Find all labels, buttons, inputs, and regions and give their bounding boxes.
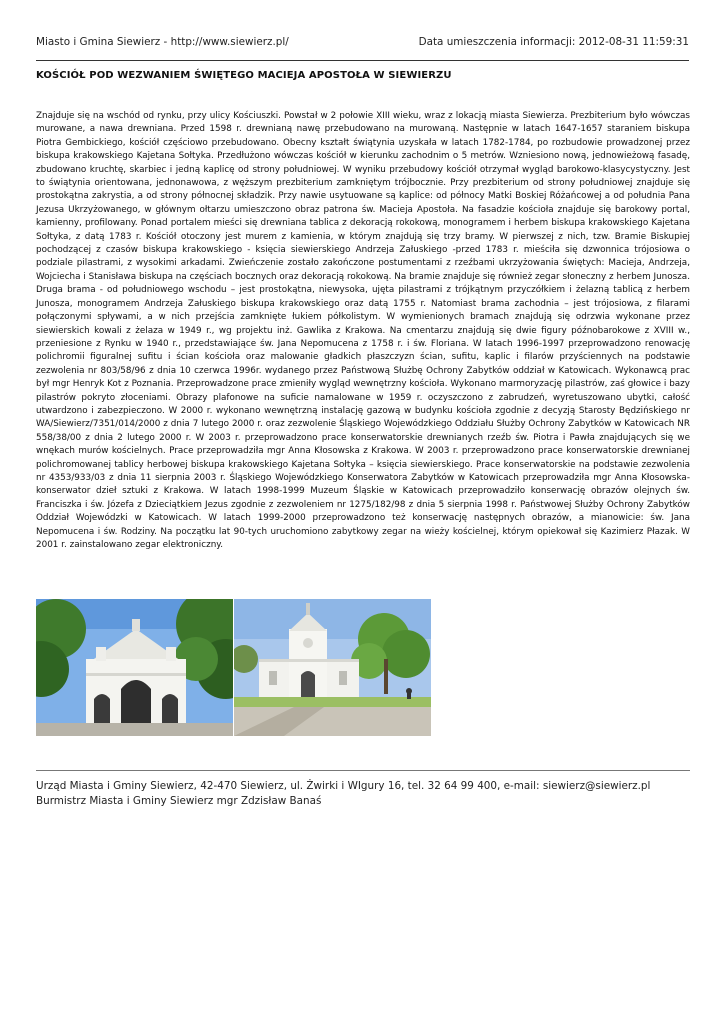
photo-church-facade-icon xyxy=(234,599,431,736)
church-gate-photo[interactable] xyxy=(36,599,233,736)
publication-date: Data umieszczenia informacji: 2012-08-31 11:59:31 xyxy=(418,36,689,48)
site-name: Miasto i Gmina Siewierz - http://www.siewierz.pl/ xyxy=(36,36,289,48)
page-footer xyxy=(36,779,650,809)
photo-church-gate-icon xyxy=(36,599,233,736)
page-header xyxy=(36,36,689,50)
article-body: Znajduje się na wschód od rynku, przy ulicy Kościuszki. Powstał w 2 połowie XIII wieku, wraz z lokacją miasta Siewierza. Prezbiterium było wówczas murowane, a nawa drewniana. Przed 1598 r. drewnianą nawę przebudowano na murowaną. Następnie w latach 1647-1657 staraniem biskupa Piotra Gembickiego, kościół częściowo przebudowano. Obecny kształt świątynia uzyskała w latach 1782-1784, po rozbudowie prowadzonej przez biskupa krakowskiego Kajetana Sołtyka. Przedłużono wówczas kościół w kierunku zachodnim o 5 metrów. Wzniesiono nową, jednowieżową fasadę, zbudowano kruchtę, skarbiec i jedną kaplicę od strony południowej. W wyniku przebudowy kościół otrzymał wygląd barokowo-klasycystyczny. Jest to świątynia orientowana, jednonawowa, z węższym prezbiterium zamkniętym trójbocznie. Przy prezbiterium od strony południowej znajduje się prostokątna zakrystia, a od strony północnej składzik. Przy nawie usytuowane są kaplice: od północy Matki Boskiej Różańcowej a od południa Pana Jezusa Ukrzyżowanego, w głównym ołtarzu umieszczono obraz patrona św. Macieja Apostoła. Na fasadzie kościoła znajduje się barokowy portal, kamienny, profilowany. Ponad portalem mieści się drewniana tablica z dekoracją rokokową, monogramem i herbem biskupa krakowskiego Kajetana Sołtyka, z datą 1783 r. Kościół otoczony jest murem z kamienia, w którym znajdują się trzy bramy. W pierwszej z nich, tzw. Bramie Biskupiej pochodzącej z czasów biskupa krakowskiego - księcia siewierskiego Andrzeja Załuskiego -przed 1783 r. mieściła się dzwonnica trójosiowa o podziale pilastrami, z wysokimi arkadami. Zwieńczenie zostało zakończone postumentami z rzeźbami ukrzyżowania świętych: Macieja, Andrzeja, Wojciecha i Stanisława biskupa na częściach bocznych oraz dekoracją rokokową. Na bramie znajduje się również zegar słoneczny z herbem Junosza. Druga brama - od południowego wschodu – jest prostokątna, niewysoka, ujęta pilastrami z trójkątnym przyczółkiem i żelazną tablicą z herbem Junosza, monogramem Andrzeja Załuskiego biskupa krakowskiego oraz datą 1755 r. Natomiast brama zachodnia – jest trójosiowa, z filarami połączonymi spływami, a w nich przejścia zamknięte łukiem półkolistym. W wymienionych bramach znajdują się odrzwia wykonane przez siewierskich kowali z żelaza w 1949 r., wg projektu inż. Gawlika z Krakowa. Na cmentarzu znajdują się dwie figury późnobarokowe z XVIII w., przeniesione z Rynku w 1940 r., przedstawiające św. Jana Nepomucena z 1758 r. i św. Floriana. W latach 1996-1997 przeprowadzono renowację polichromii figuralnej sufitu i ścian kościoła oraz malowanie gładkich płaszczyzn ścian, sufitu, kaplic i filarów przyściennych na podstawie zezwolenia nr 803/58/96 z dnia 10 czerwca 1996r. wydanego przez Państwową Służbę Ochrony Zabytków oddział w Katowicach. Wykonawcą prac był mgr Henryk Kot z Poznania. Przeprowadzone prace zmieniły wygląd wewnętrzny kościoła. Wykonano marmoryzację pilastrów, zaś głowice i bazy pilastrów pokryto złoceniami. Obrazy plafonowe na suficie namalowane w 1959 r. oczyszczono z zabrudzeń, wyretuszowano ubytki, całość utwardzono i zabezpieczono. W 2000 r. wykonano wewnętrzną instalację gazową w budynku kościoła zgodnie z decyzją Starosty Będzińskiego nr WA/Siewierz/7351/014/2000 z dnia 7 lutego 2000 r. oraz zezwolenie Śląskiego Wojewódzkiego Oddziału Służby Ochrony Zabytków w Katowicach NR 558/38/00 z dnia 2 lutego 2000 r. W 2003 r. przeprowadzono prace konserwatorskie drewnianych rzeźb św. Piotra i Pawła znajdujących się we wnękach murów kościelnych. Prace przeprowadziła mgr Anna Kłosowska z Krakowa. W 2003 r. przeprowadzono prace konserwatorskie drewnianej polichromowanej tablicy herbowej biskupa krakowskiego Kajetana Sołtyka – księcia siewierskiego. Prace konserwatorskie na podstawie zezwolenia nr 4353/933/03 z dnia 11 sierpnia 2003 r. Śląskiego Wojewódzkiego Konserwatora Zabytków w Katowicach przeprowadziła mgr Anna Kłosowska- konserwator dzieł sztuki z Krakowa. W latach 1998-1999 Muzeum Śląskie w Katowicach przeprowadziło konserwację obrazów olejnych św. Franciszka i św. Józefa z Dzieciątkiem Jezus zgodnie z zezwoleniem nr 1275/182/98 z dnia 5 sierpnia 1998 r. Państwowej Służby Ochrony Zabytków Oddział Wojewódzki w Katowicach. W latach 1999-2000 przeprowadzono też konserwację następnych obrazów, a mianowicie: św. Jana Nepomucena i św. Rodziny. Na początku lat 90-tych uruchomiono zabytkowy zegar na wieży kościelnej, którym opiekował się Kazimierz Płazak. W 2001 r. zainstalowano zegar elektroniczny. xyxy=(36,111,690,550)
church-facade-photo[interactable] xyxy=(234,599,431,736)
article-title: KOŚCIÓŁ POD WEZWANIEM ŚWIĘTEGO MACIEJA APOSTOŁA W SIEWIERZU xyxy=(36,70,452,81)
footer-mayor: Burmistrz Miasta i Gminy Siewierz mgr Zdzisław Banaś xyxy=(36,795,322,807)
footer-address: Urząd Miasta i Gminy Siewierz, 42-470 Siewierz, ul. Żwirki i WIgury 16, tel. 32 64 99 400, e-mail: siewierz@siewierz.pl xyxy=(36,780,651,792)
footer-divider xyxy=(36,770,690,771)
header-divider xyxy=(36,60,689,61)
